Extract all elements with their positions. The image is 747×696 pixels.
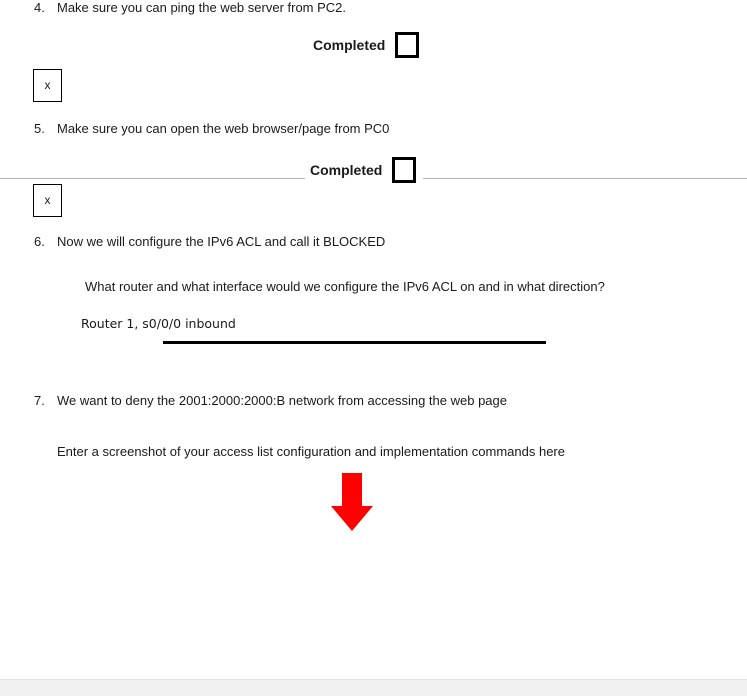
bottom-bar	[0, 679, 747, 696]
item-text-6: Now we will configure the IPv6 ACL and call it BLOCKED	[57, 234, 386, 249]
item-number-7: 7.	[34, 393, 45, 408]
x-mark-box-4	[33, 69, 62, 102]
item-text-4: Make sure you can ping the web server from PC2.	[57, 0, 347, 15]
item-number-6: 6.	[34, 234, 45, 249]
page-divider-right	[423, 178, 747, 179]
answer-6: Router 1, s0/0/0 inbound	[81, 316, 236, 331]
x-mark-box-5	[33, 184, 62, 217]
completed-label-5: Completed	[310, 162, 383, 178]
completed-checkbox-4[interactable]	[395, 32, 419, 58]
question-6: What router and what interface would we configure the IPv6 ACL on and in what direction?	[85, 279, 605, 294]
item-number-4: 4.	[34, 0, 45, 15]
x-mark-4: x	[44, 78, 51, 92]
x-mark-5: x	[44, 193, 51, 207]
down-arrow-icon	[331, 473, 373, 531]
item-text-5: Make sure you can open the web browser/page from PC0	[57, 121, 390, 136]
completed-label-4: Completed	[313, 37, 386, 53]
answer-underline	[163, 341, 546, 344]
completed-checkbox-5[interactable]	[392, 157, 416, 183]
item-text-7: We want to deny the 2001:2000:2000:B network from accessing the web page	[57, 393, 507, 408]
instruction-7: Enter a screenshot of your access list configuration and implementation commands here	[57, 444, 565, 459]
page-divider-left	[0, 178, 305, 179]
item-number-5: 5.	[34, 121, 45, 136]
